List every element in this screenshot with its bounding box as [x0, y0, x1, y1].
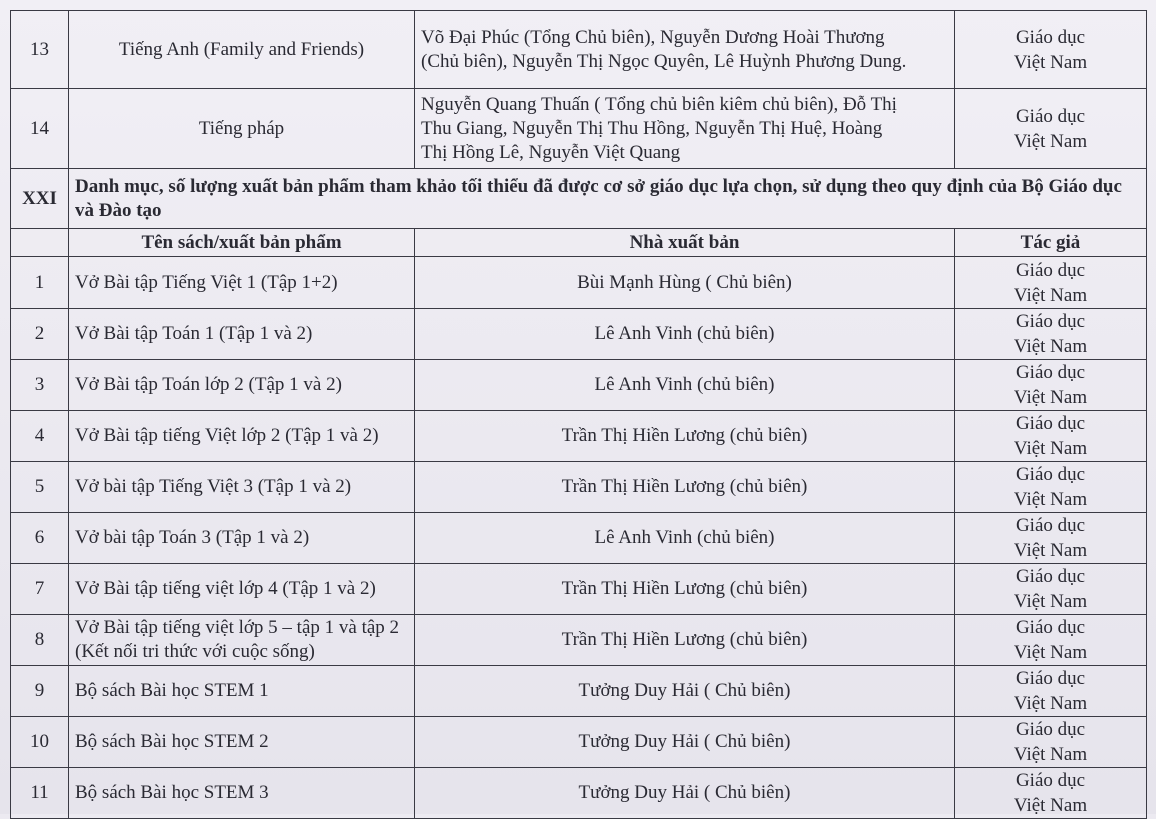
book-title: Vở Bài tập Toán lớp 2 (Tập 1 và 2) — [69, 360, 415, 411]
publisher-line: Việt Nam — [1013, 51, 1088, 73]
author-name: Lê Anh Vinh (chủ biên) — [415, 360, 955, 411]
header-cell-last: Tác giả — [955, 229, 1147, 257]
publisher-line: Việt Nam — [1013, 336, 1088, 357]
author-line: Nguyễn Quang Thuấn ( Tổng chủ biên kiêm chủ biên), Đỗ Thị — [421, 93, 897, 115]
publisher-line: Giáo dục — [1015, 311, 1086, 332]
book-title: Bộ sách Bài học STEM 3 — [69, 768, 415, 819]
book-title: Bộ sách Bài học STEM 2 — [69, 717, 415, 768]
book-title: Vở Bài tập tiếng việt lớp 5 – tập 1 và tập 2 (Kết nối tri thức với cuộc sống) — [69, 615, 415, 666]
table-row — [11, 717, 1147, 768]
book-title: Bộ sách Bài học STEM 1 — [69, 666, 415, 717]
author-list — [415, 11, 955, 89]
book-list-table — [10, 10, 1147, 819]
publisher-line: Giáo dục — [1015, 413, 1086, 434]
author-line: Thị Hồng Lê, Nguyễn Việt Quang — [421, 141, 681, 163]
row-number: 5 — [11, 462, 69, 513]
publisher-line: Giáo dục — [1015, 464, 1086, 485]
publisher — [955, 360, 1147, 411]
author-line: Võ Đại Phúc (Tổng Chủ biên), Nguyễn Dương Hoài Thương — [421, 26, 885, 48]
publisher-line: Giáo dục — [1015, 770, 1086, 791]
publisher-line: Việt Nam — [1013, 387, 1088, 408]
table-header-row — [11, 229, 1147, 257]
publisher-line: Việt Nam — [1013, 540, 1088, 561]
publisher-line: Giáo dục — [1015, 105, 1086, 127]
author-name: Tưởng Duy Hải ( Chủ biên) — [415, 768, 955, 819]
header-cell-middle: Nhà xuất bản — [415, 229, 955, 257]
row-number: 7 — [11, 564, 69, 615]
header-cell-title: Tên sách/xuất bản phẩm — [69, 229, 415, 257]
author-name: Tưởng Duy Hải ( Chủ biên) — [415, 717, 955, 768]
book-title: Vở Bài tập tiếng việt lớp 4 (Tập 1 và 2) — [69, 564, 415, 615]
table-row — [11, 89, 1147, 169]
author-name: Lê Anh Vinh (chủ biên) — [415, 309, 955, 360]
publisher-line: Giáo dục — [1015, 259, 1086, 281]
section-row — [11, 169, 1147, 229]
publisher — [955, 411, 1147, 462]
book-title: Vở Bài tập tiếng Việt lớp 2 (Tập 1 và 2) — [69, 411, 415, 462]
publisher-line: Việt Nam — [1013, 693, 1088, 714]
publisher — [955, 564, 1147, 615]
table-row — [11, 564, 1147, 615]
row-number: 6 — [11, 513, 69, 564]
row-number: 8 — [11, 615, 69, 666]
publisher — [955, 513, 1147, 564]
publisher-line: Giáo dục — [1015, 566, 1086, 587]
publisher-line: Việt Nam — [1013, 438, 1088, 459]
author-line: Thu Giang, Nguyễn Thị Thu Hồng, Nguyễn Thị Huệ, Hoàng — [421, 117, 883, 139]
author-line: (Chủ biên), Nguyễn Thị Ngọc Quyên, Lê Huỳnh Phương Dung. — [421, 50, 907, 72]
table-row — [11, 11, 1147, 89]
row-number: 1 — [11, 257, 69, 309]
row-number: 13 — [11, 11, 69, 89]
table-row — [11, 360, 1147, 411]
publisher-line: Giáo dục — [1015, 668, 1086, 689]
publisher-line: Giáo dục — [1015, 719, 1086, 740]
book-title: Vở bài tập Tiếng Việt 3 (Tập 1 và 2) — [69, 462, 415, 513]
table-row — [11, 768, 1147, 819]
table-row — [11, 309, 1147, 360]
publisher — [955, 615, 1147, 666]
publisher-line: Giáo dục — [1015, 515, 1086, 536]
row-number: 14 — [11, 89, 69, 169]
table-row — [11, 411, 1147, 462]
publisher — [955, 666, 1147, 717]
publisher — [955, 717, 1147, 768]
author-name: Trần Thị Hiền Lương (chủ biên) — [415, 462, 955, 513]
table-row — [11, 513, 1147, 564]
table-row — [11, 615, 1147, 666]
publisher-line: Giáo dục — [1015, 617, 1086, 638]
row-number: 3 — [11, 360, 69, 411]
publisher — [955, 309, 1147, 360]
row-number: 9 — [11, 666, 69, 717]
book-title: Tiếng pháp — [69, 89, 415, 169]
publisher-line: Việt Nam — [1013, 130, 1088, 152]
author-name: Bùi Mạnh Hùng ( Chủ biên) — [415, 257, 955, 309]
author-name: Trần Thị Hiền Lương (chủ biên) — [415, 411, 955, 462]
book-title: Vở bài tập Toán 3 (Tập 1 và 2) — [69, 513, 415, 564]
book-title: Tiếng Anh (Family and Friends) — [69, 11, 415, 89]
table-row — [11, 462, 1147, 513]
publisher — [955, 462, 1147, 513]
author-name: Tưởng Duy Hải ( Chủ biên) — [415, 666, 955, 717]
author-list — [415, 89, 955, 169]
row-number: 4 — [11, 411, 69, 462]
table-row — [11, 666, 1147, 717]
publisher-line: Việt Nam — [1013, 591, 1088, 612]
author-name: Trần Thị Hiền Lương (chủ biên) — [415, 615, 955, 666]
row-number: 10 — [11, 717, 69, 768]
row-number: 11 — [11, 768, 69, 819]
book-title: Vở Bài tập Toán 1 (Tập 1 và 2) — [69, 309, 415, 360]
author-name: Lê Anh Vinh (chủ biên) — [415, 513, 955, 564]
section-number: XXI — [11, 169, 69, 229]
author-name: Trần Thị Hiền Lương (chủ biên) — [415, 564, 955, 615]
publisher-line: Việt Nam — [1013, 284, 1088, 306]
publisher — [955, 768, 1147, 819]
book-title: Vở Bài tập Tiếng Việt 1 (Tập 1+2) — [69, 257, 415, 309]
row-number: 2 — [11, 309, 69, 360]
table-body — [11, 257, 1147, 819]
publisher — [955, 89, 1147, 169]
publisher-line: Giáo dục — [1015, 26, 1086, 48]
table-row — [11, 257, 1147, 309]
publisher-line: Việt Nam — [1013, 489, 1088, 510]
publisher-line: Việt Nam — [1013, 744, 1088, 765]
header-cell-number — [11, 229, 69, 257]
publisher — [955, 11, 1147, 89]
publisher-line: Giáo dục — [1015, 362, 1086, 383]
publisher — [955, 257, 1147, 309]
section-title: Danh mục, số lượng xuất bản phẩm tham khảo tối thiểu đã được cơ sở giáo dục lựa chọn, sử dụng theo quy định của Bộ Giáo dục và Đào tạo — [69, 169, 1147, 229]
publisher-line: Việt Nam — [1013, 642, 1088, 663]
publisher-line: Việt Nam — [1013, 795, 1088, 816]
